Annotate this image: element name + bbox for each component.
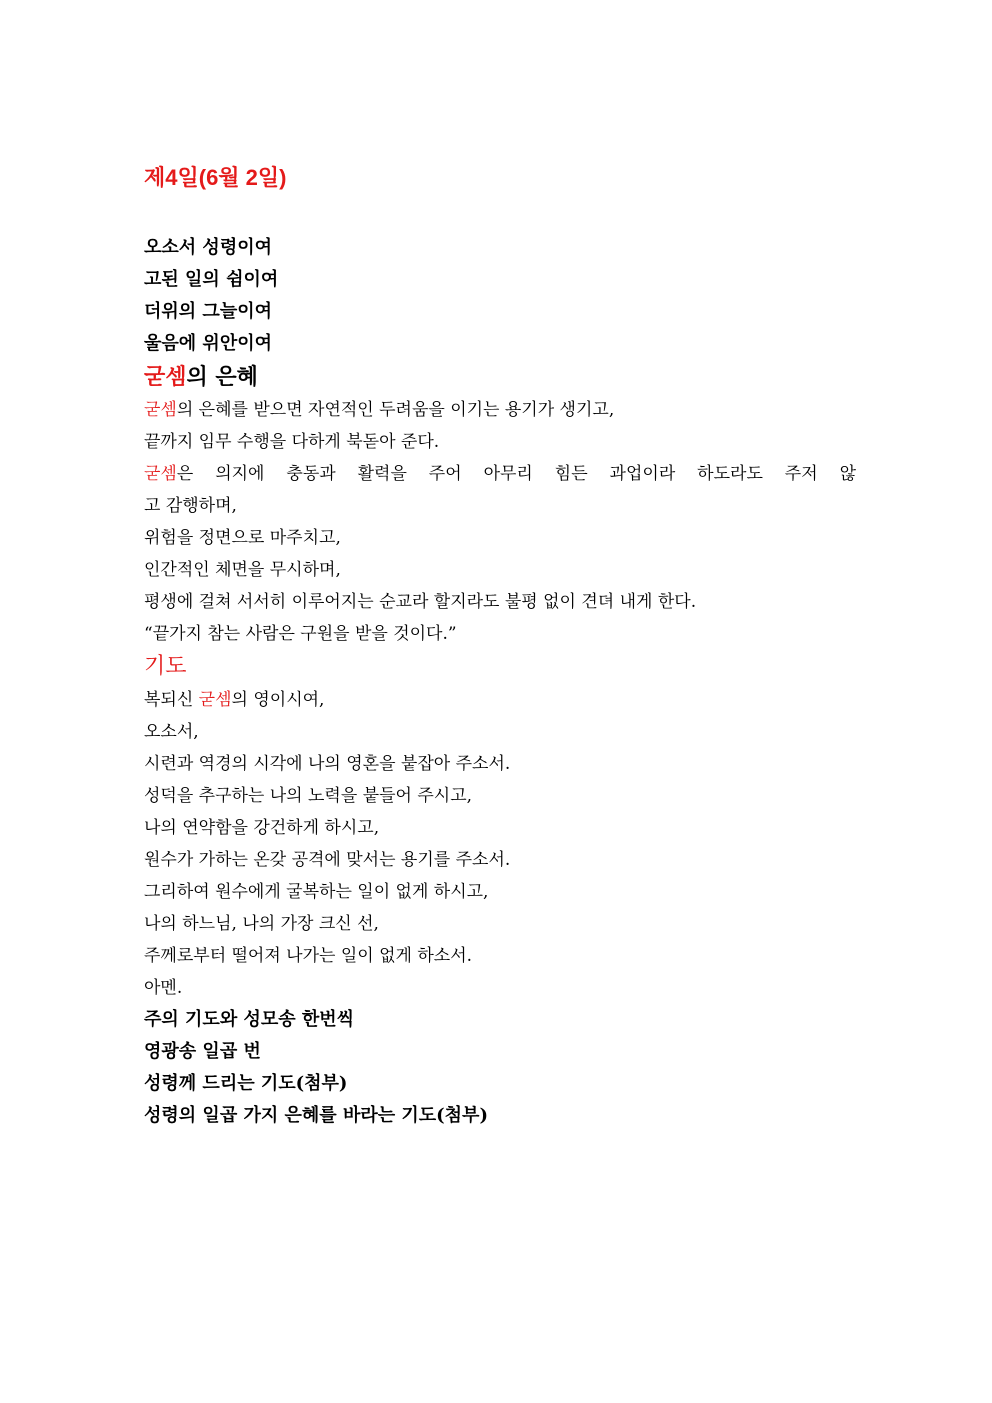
prayer-line: 원수가 가하는 온갖 공격에 맞서는 용기를 주소서. bbox=[144, 850, 511, 870]
scripture-quote: “끝가지 참는 사람은 구원을 받을 것이다.” bbox=[144, 624, 457, 644]
paragraph-line: 평생에 걸쳐 서서히 이루어지는 순교라 할지라도 불평 없이 견뎌 내게 한다. bbox=[144, 592, 697, 612]
closing-block bbox=[144, 1004, 856, 1132]
line-text: 의 영이시여, bbox=[231, 690, 325, 710]
paragraph-line: 끝까지 임무 수행을 다하게 북돋아 준다. bbox=[144, 432, 440, 452]
paragraph-line bbox=[144, 458, 856, 490]
invocation-line: 오소서 성령이여 bbox=[144, 237, 272, 258]
line-text: 복되신 bbox=[144, 690, 199, 710]
prayer-line: 시련과 역경의 시각에 나의 영혼을 붙잡아 주소서. bbox=[144, 754, 511, 774]
prayer-line bbox=[144, 684, 856, 716]
paragraph-line: 인간적인 체면을 무시하며, bbox=[144, 560, 341, 580]
prayer-heading: 기도 bbox=[144, 654, 187, 679]
closing-line: 성령의 일곱 가지 은혜를 바라는 기도(첨부) bbox=[144, 1105, 488, 1126]
prayer-line: 오소서, bbox=[144, 722, 199, 742]
invocation-block bbox=[144, 232, 856, 360]
invocation-line: 더위의 그늘이여 bbox=[144, 301, 272, 322]
prayer-line: 나의 연약함을 강건하게 하시고, bbox=[144, 818, 380, 838]
keyword: 굳셈 bbox=[198, 690, 232, 710]
fortitude-paragraph bbox=[144, 394, 856, 650]
section-heading-fortitude bbox=[144, 360, 856, 394]
paragraph-line bbox=[144, 394, 856, 426]
prayer-block bbox=[144, 684, 856, 1004]
closing-line: 영광송 일곱 번 bbox=[144, 1041, 261, 1062]
line-text: 의 은혜를 받으면 자연적인 두려움을 이기는 용기가 생기고, bbox=[176, 400, 615, 420]
keyword: 굳셈 bbox=[144, 400, 177, 420]
prayer-line: 나의 하느님, 나의 가장 크신 선, bbox=[144, 914, 379, 934]
prayer-amen: 아멘. bbox=[144, 978, 183, 998]
heading-keyword: 굳셈 bbox=[144, 364, 187, 390]
prayer-line: 주께로부터 떨어져 나가는 일이 없게 하소서. bbox=[144, 946, 473, 966]
paragraph-line: 위험을 정면으로 마주치고, bbox=[144, 528, 341, 548]
closing-line: 주의 기도와 성모송 한번씩 bbox=[144, 1009, 355, 1030]
invocation-line: 울음에 위안이여 bbox=[144, 333, 272, 354]
line-text: 은 의지에 충동과 활력을 주어 아무리 힘든 과업이라 하도라도 주저 않 bbox=[176, 464, 856, 484]
keyword: 굳셈 bbox=[144, 464, 177, 484]
paragraph-line: 고 감행하며, bbox=[144, 496, 237, 516]
page-title: 제4일(6월 2일) bbox=[144, 165, 287, 190]
closing-line: 성령께 드리는 기도(첨부) bbox=[144, 1073, 348, 1094]
heading-rest: 의 은혜 bbox=[186, 364, 258, 390]
invocation-line: 고된 일의 쉼이여 bbox=[144, 269, 279, 290]
document-page bbox=[144, 160, 856, 1132]
spacer bbox=[144, 196, 856, 232]
prayer-line: 그리하여 원수에게 굴복하는 일이 없게 하시고, bbox=[144, 882, 489, 902]
prayer-line: 성덕을 추구하는 나의 노력을 붙들어 주시고, bbox=[144, 786, 473, 806]
